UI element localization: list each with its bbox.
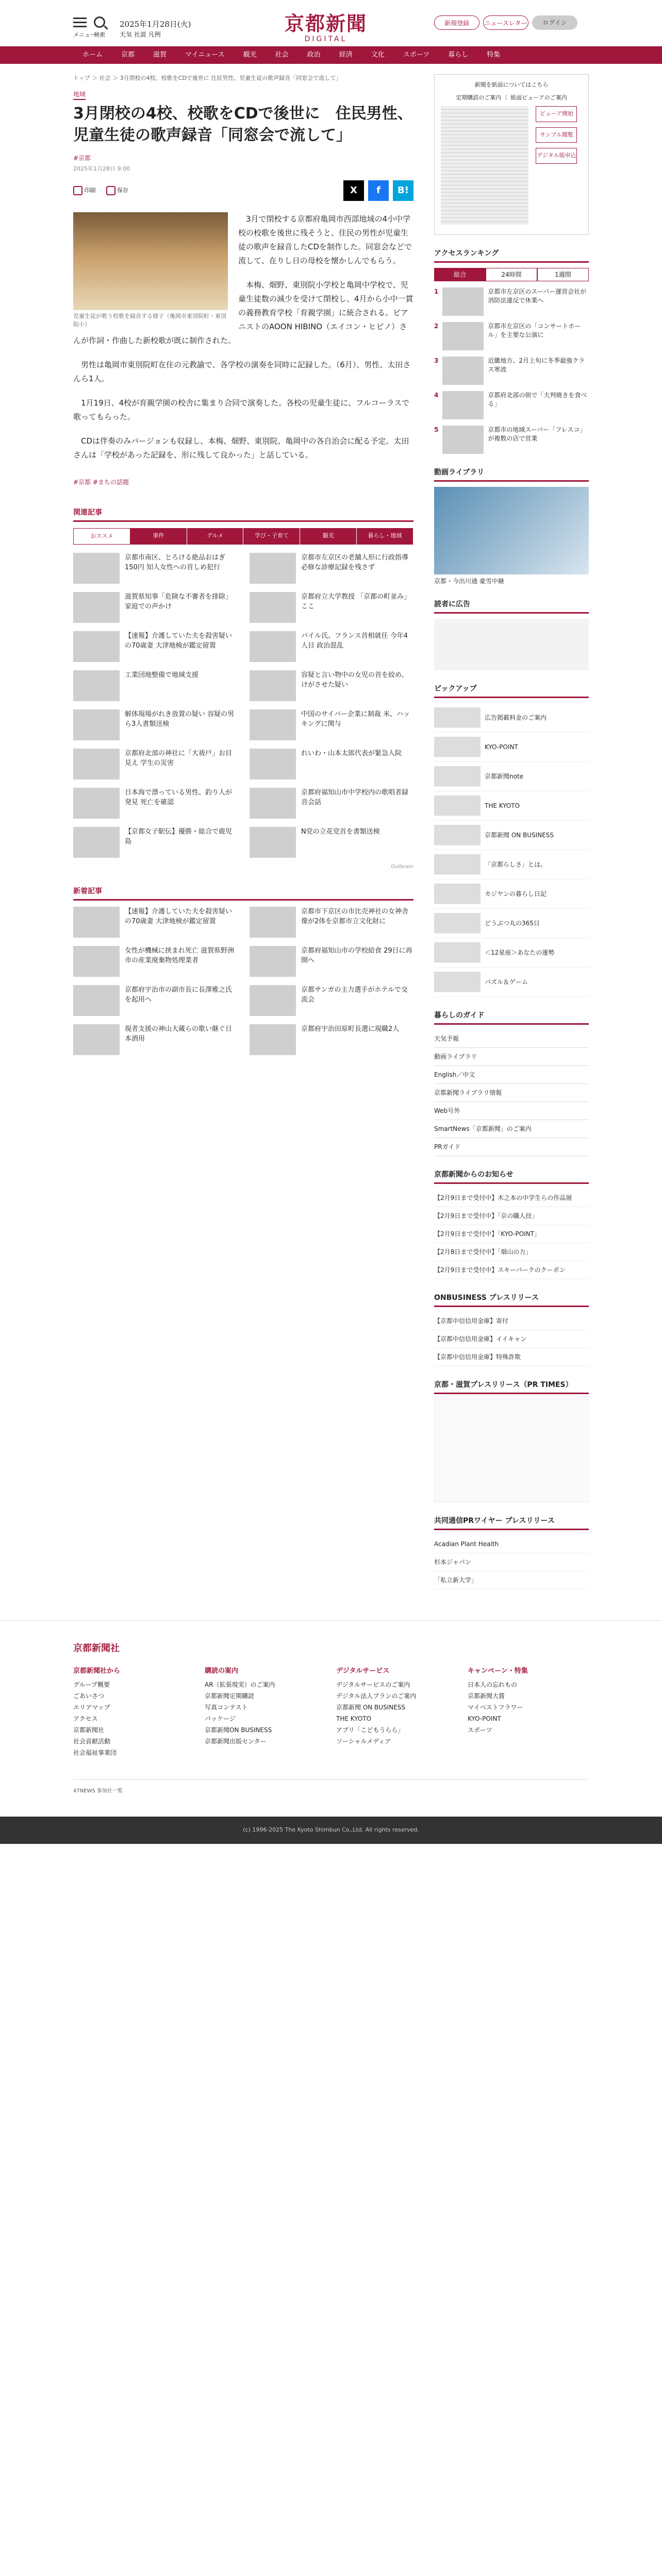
article-photo[interactable] bbox=[73, 212, 228, 329]
bookmark-icon bbox=[106, 186, 115, 195]
search-icon[interactable] bbox=[94, 16, 105, 28]
sidebar bbox=[434, 74, 589, 1589]
pickup-logo bbox=[434, 972, 481, 992]
paper-button[interactable]: ビューア開始 bbox=[536, 106, 577, 122]
card-thumbnail bbox=[73, 749, 120, 779]
ranking-thumbnail bbox=[442, 426, 484, 454]
paper-buttons bbox=[536, 106, 577, 169]
ranking-heading: アクセスランキング bbox=[434, 248, 589, 263]
article-tags[interactable]: #京都 #まちの話題 bbox=[73, 479, 129, 486]
ranking-item[interactable] bbox=[434, 322, 589, 350]
footer-link[interactable]: スポーツ bbox=[468, 1726, 492, 1734]
footer-column-heading: デジタルサービス bbox=[336, 1667, 390, 1675]
footer-column bbox=[468, 1666, 589, 1758]
pickup-title: 「京都らしさ」とは。 bbox=[485, 861, 547, 868]
pickup-logo bbox=[434, 707, 481, 728]
related-tab[interactable]: おススメ bbox=[73, 528, 130, 545]
photo-image bbox=[73, 212, 228, 310]
event-heading: 京都新聞からのお知らせ bbox=[434, 1170, 589, 1184]
card-thumbnail bbox=[73, 592, 120, 623]
kyodo-heading: 共同通信PRワイヤー プレスリリース bbox=[434, 1516, 589, 1530]
related-card[interactable] bbox=[73, 788, 237, 819]
menu-label: メニュー bbox=[73, 31, 96, 38]
video-thumb[interactable] bbox=[434, 487, 589, 574]
event-item[interactable]: 【2月9日まで受付中】「京の職人技」 bbox=[434, 1207, 589, 1225]
site-logo[interactable] bbox=[269, 12, 383, 43]
related-tab[interactable]: 観光 bbox=[300, 528, 357, 545]
ranking-thumbnail bbox=[442, 322, 484, 350]
nav-item[interactable]: スポーツ bbox=[403, 51, 430, 59]
kyodo-item[interactable]: 「私立新大学」 bbox=[434, 1571, 589, 1589]
nav-item[interactable]: 社会 bbox=[275, 51, 289, 59]
article-title: 3月閉校の4校、校歌をCDで後世に 住民男性、児童生徒の歌声録音「同窓会で流して」 bbox=[73, 104, 413, 144]
paper-box bbox=[434, 74, 589, 235]
life-item[interactable]: 動画ライブラリ bbox=[434, 1048, 589, 1066]
ranking-number: 3 bbox=[434, 357, 439, 364]
related-sites[interactable]: 47NEWS 参加社一覧 bbox=[73, 1779, 589, 1796]
pickup-title: 京都新聞note bbox=[485, 773, 524, 780]
card-title: 解体現場がれき放置の疑い 容疑の男ら3人書類送検 bbox=[125, 710, 235, 728]
nav-item[interactable]: 暮らし bbox=[448, 51, 469, 59]
footer-column-heading: 京都新聞社から bbox=[73, 1667, 121, 1675]
paper-button[interactable]: デジタル版申込 bbox=[536, 148, 577, 164]
menu-icon[interactable] bbox=[73, 18, 87, 29]
footer-link[interactable]: 社会貢献活動 bbox=[73, 1738, 111, 1745]
related-tab[interactable]: 事件 bbox=[130, 528, 187, 545]
article-category: 地域 bbox=[73, 90, 86, 100]
pickup-list bbox=[434, 703, 589, 997]
related-card[interactable] bbox=[250, 749, 413, 779]
ranking-tabs bbox=[434, 268, 589, 281]
kyodo-item[interactable]: 杉本ジャパン bbox=[434, 1553, 589, 1571]
footer-link[interactable]: 写真コンテスト bbox=[205, 1704, 248, 1711]
footer-link[interactable]: ソーシャルメディア bbox=[336, 1738, 391, 1745]
pickup-logo bbox=[434, 884, 481, 904]
pickup-title: パズル＆ゲーム bbox=[485, 978, 528, 986]
nav-item[interactable]: 観光 bbox=[243, 51, 257, 59]
card-title: 日本海で漂っている男性、釣り人が発見 死亡を確認 bbox=[125, 789, 233, 806]
pickup-item[interactable] bbox=[434, 762, 589, 791]
card-title: 滋賀県知事「危険な不審者を排除」家庭での声かけ bbox=[125, 593, 233, 611]
nav-item[interactable]: 特集 bbox=[487, 51, 501, 59]
ranking-item[interactable] bbox=[434, 426, 589, 454]
kyodo-list bbox=[434, 1535, 589, 1589]
nav-item[interactable]: マイニュース bbox=[185, 51, 225, 59]
ranking-tab[interactable]: 総合 bbox=[434, 268, 486, 281]
article-tag[interactable]: #京都 bbox=[73, 154, 91, 162]
footer-link[interactable]: 京都新聞出版センター bbox=[205, 1738, 267, 1745]
nav-item[interactable]: 政治 bbox=[307, 51, 321, 59]
card-thumbnail bbox=[250, 827, 296, 858]
ranking-tab[interactable]: 1週間 bbox=[537, 268, 589, 281]
footer-link[interactable]: THE KYOTO bbox=[336, 1715, 372, 1722]
newest-heading: 新着記事 bbox=[73, 886, 413, 901]
ranking-title: 近畿地方、2月上旬に冬季最強クラス寒波 bbox=[488, 357, 585, 373]
publish-date: 2025年1月28日 9:00 bbox=[73, 165, 130, 172]
prtimes-box bbox=[434, 1399, 589, 1502]
paper-title: 新聞を紙面についてはこちら bbox=[474, 81, 549, 88]
newest-card[interactable] bbox=[73, 946, 237, 977]
press-list bbox=[434, 1312, 589, 1366]
life-list bbox=[434, 1030, 589, 1156]
logo-sub: DIGITAL bbox=[304, 35, 347, 43]
related-card[interactable] bbox=[73, 553, 237, 584]
related-card[interactable] bbox=[73, 670, 237, 701]
newest-card[interactable] bbox=[250, 907, 413, 938]
nav-item[interactable]: 京都 bbox=[121, 51, 135, 59]
card-title: 【速報】介護していた夫を殺害疑いの70歳妻 大津地検が鑑定留置 bbox=[125, 632, 233, 650]
footer-link[interactable]: 京都新聞ON BUSINESS bbox=[205, 1726, 272, 1734]
card-title: パイル氏、フランス首相就任 今年4人目 政治混乱 bbox=[301, 632, 408, 650]
paragraph: 本梅、畑野、東別院小学校と亀岡中学校で、児童生徒数の減少を受けて閉校し、4月から小中一貫の義務教育学校「育親学園」に統合される。ピアニストのAOON HIBINO（エイコン・ヒビノ）さんが作詞・作曲した新校歌が既に制作された。 bbox=[73, 280, 413, 345]
login-button[interactable]: ログイン bbox=[532, 15, 577, 30]
paragraph: 3月で閉校する京都府亀岡市西部地域の4小中学校の校歌を後世に残そうと、住民の男性が児童生徒の歌声を録音したCDを制作した。同窓会などで流して、在りし日の母校を懐かしんでもらう。 bbox=[238, 214, 412, 265]
ranking-title: 京都府北部の街で「大判焼きを食べる」 bbox=[488, 392, 587, 408]
ranking-item[interactable] bbox=[434, 287, 589, 316]
press-item[interactable]: 【京都中信信用金庫】寄付 bbox=[434, 1312, 589, 1330]
event-list bbox=[434, 1189, 589, 1279]
card-thumbnail bbox=[73, 946, 120, 977]
card-thumbnail bbox=[73, 631, 120, 662]
global-nav bbox=[0, 46, 662, 64]
footer-link[interactable]: アプリ「こどもうらら」 bbox=[336, 1726, 404, 1734]
pickup-heading: ピックアップ bbox=[434, 684, 589, 698]
breadcrumb[interactable]: トップ ＞ 社会 ＞ 3月閉校の4校、校歌をCDで後世に 住民男性、児童生徒の歌声録音「同窓会で流して」 bbox=[73, 75, 342, 81]
related-card[interactable] bbox=[73, 631, 237, 662]
footer-link[interactable]: 京都新聞社 bbox=[73, 1726, 105, 1734]
newsletter-button[interactable]: ニュースレター bbox=[483, 15, 528, 30]
nav-item[interactable]: 文化 bbox=[371, 51, 385, 59]
card-thumbnail bbox=[250, 709, 296, 740]
pickup-item[interactable] bbox=[434, 821, 589, 850]
ranking-number: 4 bbox=[434, 392, 439, 399]
ranking-number: 5 bbox=[434, 426, 439, 433]
card-title: 京都府福知山市の学校給食 29日に再開へ bbox=[301, 947, 412, 964]
video-heading: 動画ライブラリ bbox=[434, 467, 589, 482]
weekday-text: (火) bbox=[177, 20, 191, 29]
card-title: 現者支援の神山大蔵らの歌い継ぐ日本酒用 bbox=[125, 1025, 233, 1043]
card-thumbnail bbox=[73, 827, 120, 858]
footer-link[interactable]: 日本人の忘れもの bbox=[468, 1681, 518, 1688]
related-card[interactable] bbox=[250, 553, 413, 584]
pickup-title: ＜12星座＞あなたの運勢 bbox=[485, 949, 555, 956]
footer-link[interactable]: グループ概要 bbox=[73, 1681, 110, 1688]
card-thumbnail bbox=[250, 749, 296, 779]
top-strip bbox=[0, 0, 662, 10]
card-thumbnail bbox=[73, 907, 120, 938]
pickup-title: KYO-POINT bbox=[485, 743, 518, 751]
card-thumbnail bbox=[73, 709, 120, 740]
footer-link[interactable]: 京都新聞 ON BUSINESS bbox=[336, 1704, 406, 1711]
event-item[interactable]: 【2月9日まで受付中】「KYO-POINT」 bbox=[434, 1225, 589, 1243]
related-card[interactable] bbox=[73, 827, 237, 858]
card-title: 工業団地整備で地域支援 bbox=[125, 671, 199, 679]
card-thumbnail bbox=[250, 553, 296, 584]
card-title: 京都市南区、とろける絶品おはぎ150円 知人女性への首しめ犯行 bbox=[125, 554, 226, 571]
ranking-thumbnail bbox=[442, 391, 484, 419]
card-title: 京都府北部の神社に「大祓戸」お目見え 学生の災害 bbox=[125, 750, 233, 767]
pickup-item[interactable] bbox=[434, 909, 589, 938]
ranking-thumbnail bbox=[442, 357, 484, 385]
site-footer bbox=[0, 1620, 662, 1844]
ranking-number: 1 bbox=[434, 288, 439, 295]
pickup-title: カジヤンの暮らし日記 bbox=[485, 890, 547, 897]
hatena-share-icon[interactable]: B! bbox=[393, 180, 413, 201]
article-tools bbox=[73, 180, 413, 201]
life-item[interactable]: PRガイド bbox=[434, 1138, 589, 1156]
pickup-item[interactable] bbox=[434, 850, 589, 879]
footer-column bbox=[336, 1666, 457, 1758]
event-item[interactable]: 【2月9日まで受付中】スキーパークのクーポン bbox=[434, 1261, 589, 1279]
print-tool[interactable] bbox=[73, 186, 96, 195]
pickup-logo bbox=[434, 942, 481, 963]
newest-card[interactable] bbox=[73, 907, 237, 938]
related-heading: 関連記事 bbox=[73, 507, 413, 522]
footer-logo[interactable]: 京都新聞社 bbox=[73, 1643, 120, 1654]
card-thumbnail bbox=[73, 1024, 120, 1055]
ad-slot[interactable] bbox=[434, 619, 589, 670]
prtimes-heading: 京都・滋賀プレスリリース（PR TIMES） bbox=[434, 1380, 589, 1394]
card-thumbnail bbox=[250, 985, 296, 1016]
newest-grid bbox=[73, 907, 413, 1055]
related-tabs bbox=[73, 528, 413, 545]
paper-links[interactable]: 定期購読のご案内 ｜ 紙面ビューアのご案内 bbox=[456, 94, 567, 101]
related-grid bbox=[73, 553, 413, 858]
outbrain-label: Outbrain bbox=[391, 864, 413, 870]
related-card[interactable] bbox=[250, 631, 413, 662]
card-title: れいわ・山本太郎代表が緊急入院 bbox=[301, 750, 402, 757]
ranking-title: 京都市左京区のスーパー運営会社が消防法違反で休業へ bbox=[488, 288, 587, 304]
share-buttons bbox=[343, 180, 413, 201]
footer-link[interactable]: アクセス bbox=[73, 1715, 98, 1722]
main-layout bbox=[73, 64, 589, 1589]
print-icon bbox=[73, 186, 82, 195]
related-card[interactable] bbox=[250, 709, 413, 740]
newest-card[interactable] bbox=[250, 1024, 413, 1055]
related-card[interactable] bbox=[73, 709, 237, 740]
press-heading: ONBUSINESS プレスリリース bbox=[434, 1293, 589, 1307]
ranking-tab[interactable]: 24時間 bbox=[486, 268, 537, 281]
life-item[interactable]: 京都新聞ライブラリ情報 bbox=[434, 1084, 589, 1102]
card-title: 京都サンガの主力選手がホテルで交流会 bbox=[301, 986, 408, 1004]
pickup-title: THE KYOTO bbox=[485, 802, 520, 809]
card-thumbnail bbox=[73, 788, 120, 819]
signup-button[interactable]: 新規登録 bbox=[434, 15, 479, 30]
ad-heading: 読者に広告 bbox=[434, 599, 589, 614]
pickup-logo bbox=[434, 913, 481, 934]
pickup-logo bbox=[434, 766, 481, 787]
nav-item[interactable]: 滋賀 bbox=[153, 51, 167, 59]
paragraph: 1月19日、4校が育親学園の校舎に集まり合同で演奏した。各校の児童生徒に、フルコーラスで歌ってもらった。 bbox=[73, 398, 410, 421]
newest-card[interactable] bbox=[73, 1024, 237, 1055]
related-tab[interactable]: 暮らし・地域 bbox=[357, 528, 413, 545]
pickup-logo bbox=[434, 737, 481, 757]
nav-item[interactable]: ホーム bbox=[82, 51, 103, 59]
article-column bbox=[73, 74, 413, 1589]
facebook-share-icon[interactable]: f bbox=[368, 180, 389, 201]
footer-link[interactable]: デジタル法人プランのご案内 bbox=[336, 1692, 417, 1700]
press-item[interactable]: 【京都中信信用金庫】特殊詐欺 bbox=[434, 1348, 589, 1366]
card-thumbnail bbox=[250, 946, 296, 977]
card-thumbnail bbox=[73, 985, 120, 1016]
event-item[interactable]: 【2月9日まで受付中】木之本の中学生らの作品展 bbox=[434, 1189, 589, 1207]
footer-link[interactable]: マイベストフラワー bbox=[468, 1704, 523, 1711]
logo-main: 京都新聞 bbox=[284, 12, 367, 35]
footer-column-heading: 購読の案内 bbox=[205, 1667, 239, 1675]
related-card[interactable] bbox=[73, 592, 237, 623]
footer-link[interactable]: 京都新聞定期購読 bbox=[205, 1692, 255, 1700]
life-heading: 暮らしのガイド bbox=[434, 1010, 589, 1025]
kyodo-item[interactable]: Acadian Plant Health bbox=[434, 1535, 589, 1553]
pickup-logo bbox=[434, 854, 481, 875]
header-date bbox=[120, 19, 191, 30]
footer-link[interactable]: パッケージ bbox=[205, 1715, 236, 1722]
card-thumbnail bbox=[250, 788, 296, 819]
pickup-item[interactable] bbox=[434, 733, 589, 762]
nav-item[interactable]: 経済 bbox=[339, 51, 353, 59]
article-body bbox=[73, 212, 413, 462]
ranking-item[interactable] bbox=[434, 391, 589, 419]
related-tab[interactable]: グルメ bbox=[187, 528, 244, 545]
card-title: 京都府宇治田原町長選に現職2人 bbox=[301, 1025, 400, 1033]
card-title: 容疑と言い物中の女児の首を絞め、けがさせた疑い bbox=[301, 671, 408, 689]
press-item[interactable]: 【京都中信信用金庫】イイキャン bbox=[434, 1330, 589, 1348]
life-item[interactable]: Web号外 bbox=[434, 1102, 589, 1120]
related-card[interactable] bbox=[73, 749, 237, 779]
search-label: 検索 bbox=[94, 31, 105, 38]
footer-column bbox=[205, 1666, 326, 1758]
related-tab[interactable]: 学び・子育て bbox=[243, 528, 300, 545]
photo-caption: 児童生徒が歌う校歌を録音する様子（亀岡市東別院町・東別院小） bbox=[73, 313, 226, 328]
ranking-list bbox=[434, 287, 589, 454]
pickup-item[interactable] bbox=[434, 703, 589, 733]
related-card[interactable] bbox=[250, 592, 413, 623]
life-item[interactable]: English／中文 bbox=[434, 1066, 589, 1084]
footer-link[interactable]: エリアマップ bbox=[73, 1704, 110, 1711]
pickup-item[interactable] bbox=[434, 938, 589, 968]
card-thumbnail bbox=[250, 592, 296, 623]
ranking-number: 2 bbox=[434, 323, 439, 330]
paper-image[interactable] bbox=[441, 106, 528, 225]
save-tool[interactable] bbox=[106, 186, 129, 195]
related-card[interactable] bbox=[250, 827, 413, 858]
event-item[interactable]: 【2月8日まで受付中】「畑山の力」 bbox=[434, 1243, 589, 1261]
card-title: 京都府福知山市中学校内の歌唱者録音会話 bbox=[301, 789, 409, 806]
card-title: 京都府宇治市の副市長に長澤雅之氏を起用へ bbox=[125, 986, 233, 1004]
card-thumbnail bbox=[73, 553, 120, 584]
life-item[interactable]: SmartNews「京都新聞」のご案内 bbox=[434, 1120, 589, 1138]
footer-column bbox=[73, 1666, 194, 1758]
paragraph: CDは伴奏のみバージョンも収録し、本梅、畑野、東別院、亀岡中の各自治会に配る予定。太田さんは「学校があった記録を、形に残して良かった」と話している。 bbox=[73, 436, 409, 460]
footer-link[interactable]: デジタルサービスのご案内 bbox=[336, 1681, 410, 1688]
pickup-title: 広告掲載料金のご案内 bbox=[485, 714, 547, 721]
card-thumbnail bbox=[250, 670, 296, 701]
card-title: 京都市下京区の市比売神社の女神舎像が2体を京都市立文化財に bbox=[301, 908, 409, 925]
footer-link[interactable]: KYO-POINT bbox=[468, 1715, 501, 1722]
x-share-icon[interactable]: X bbox=[343, 180, 364, 201]
footer-link[interactable]: 社会福祉事業団 bbox=[73, 1749, 117, 1756]
newest-card[interactable] bbox=[250, 946, 413, 977]
pickup-item[interactable] bbox=[434, 879, 589, 909]
site-header bbox=[0, 10, 662, 46]
card-title: 【京都女子駅伝】優勝・総合で鹿児島 bbox=[125, 828, 233, 845]
footer-columns bbox=[73, 1666, 589, 1758]
card-title: N党の立花党首を書類送検 bbox=[301, 828, 380, 836]
save-label: 保存 bbox=[117, 187, 128, 194]
paper-button[interactable]: サンプル閲覧 bbox=[536, 127, 577, 143]
pickup-title: 京都新聞 ON BUSINESS bbox=[485, 832, 554, 839]
pickup-logo bbox=[434, 825, 481, 845]
related-card[interactable] bbox=[250, 670, 413, 701]
date-text: 2025年1月28日 bbox=[120, 20, 177, 29]
copyright: (c) 1996-2025 The Kyoto Shimbun Co.,Ltd. All rights reserved. bbox=[0, 1817, 662, 1844]
newest-card[interactable] bbox=[250, 985, 413, 1016]
ranking-title: 京都市左京区の「コンサートホール」を主要な公演に bbox=[488, 323, 581, 338]
newest-card[interactable] bbox=[73, 985, 237, 1016]
pickup-item[interactable] bbox=[434, 968, 589, 997]
footer-link[interactable]: AR（拡張現実）のご案内 bbox=[205, 1681, 275, 1688]
ranking-title: 京都市の地域スーパー「フレスコ」が複数の店で営業 bbox=[488, 426, 586, 442]
card-title: 【速報】介護していた夫を殺害疑いの70歳妻 大津地検が鑑定留置 bbox=[125, 908, 233, 925]
card-title: 京都府立大学教授 「京都の町並み」ここ bbox=[301, 593, 411, 611]
print-label: 印刷 bbox=[84, 187, 96, 194]
pickup-title: どうぶつ丸の365日 bbox=[485, 920, 540, 927]
ranking-thumbnail bbox=[442, 287, 484, 316]
card-title: 中国のサイバー企業に制裁 米、ハッキングに関与 bbox=[301, 710, 410, 728]
related-card[interactable] bbox=[250, 788, 413, 819]
pickup-logo bbox=[434, 795, 481, 816]
video-caption[interactable]: 京都・今出川通 豪雪中継 bbox=[434, 578, 504, 585]
card-title: 女性が機械に挟まれ死亡 滋賀県野洲市の産業廃棄物処理業者 bbox=[125, 947, 235, 964]
card-title: 京都市左京区の老舗人形に行政指導 必修な診療記録を残さず bbox=[301, 554, 409, 571]
card-thumbnail bbox=[73, 670, 120, 701]
footer-link[interactable]: 京都新聞大賞 bbox=[468, 1692, 505, 1700]
card-thumbnail bbox=[250, 631, 296, 662]
card-thumbnail bbox=[250, 907, 296, 938]
pickup-item[interactable] bbox=[434, 791, 589, 821]
header-sublinks[interactable]: 天気 社説 凡例 bbox=[120, 31, 161, 38]
footer-column-heading: キャンペーン・特集 bbox=[468, 1667, 528, 1675]
paragraph: 男性は亀岡市東別院町在住の元教諭で、各学校の演奏を同時に記録した。（6月）、男性、太田さんら1人。 bbox=[73, 360, 411, 383]
life-item[interactable]: 天気予報 bbox=[434, 1030, 589, 1048]
footer-link[interactable]: ごあいさつ bbox=[73, 1692, 105, 1700]
ranking-item[interactable] bbox=[434, 357, 589, 385]
card-thumbnail bbox=[250, 1024, 296, 1055]
